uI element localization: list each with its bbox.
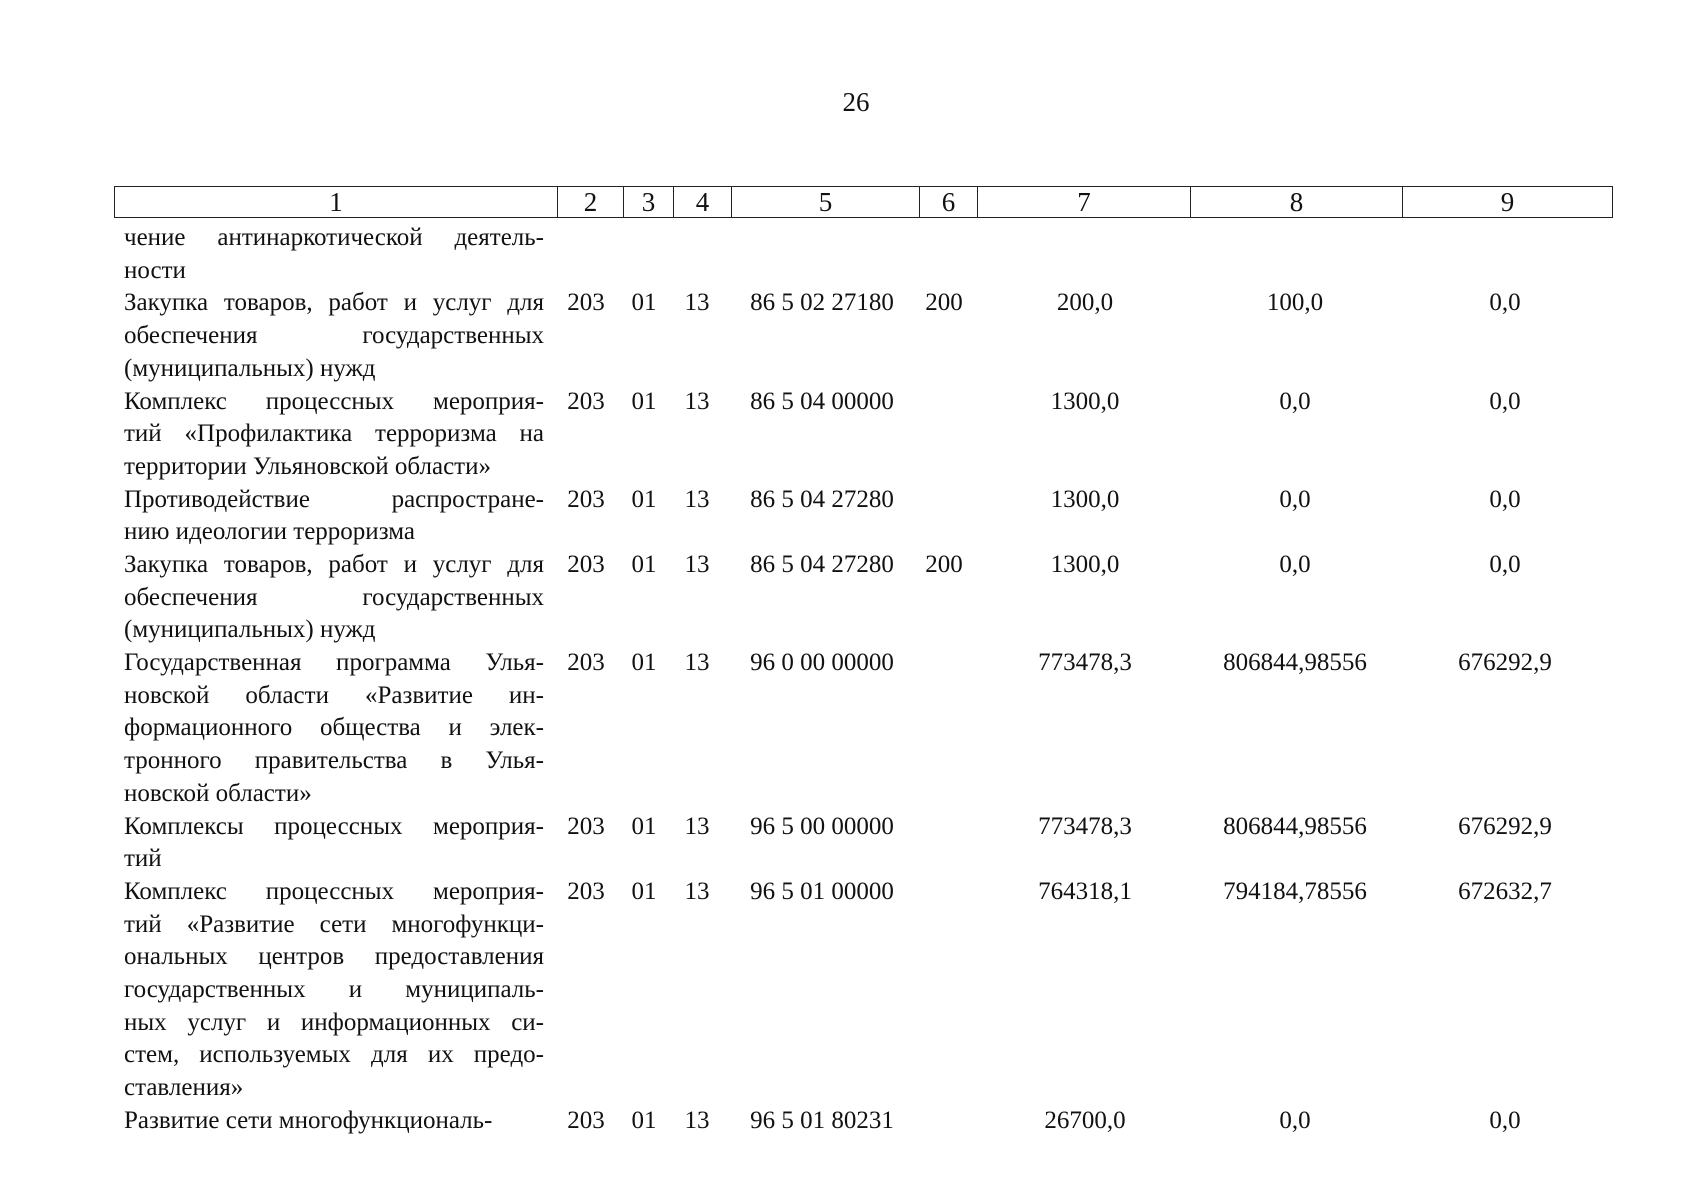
- cell-col-8: 0,0: [1279, 485, 1311, 513]
- row-name-line: тронного правительства в Улья-: [124, 747, 544, 775]
- cell-col-4: 13: [684, 551, 710, 578]
- header-col-4: 4: [673, 187, 731, 217]
- cell-col-8: 100,0: [1266, 289, 1324, 317]
- cell-col-9: 0,0: [1489, 387, 1521, 415]
- cell-col-9: 0,0: [1489, 289, 1521, 317]
- cell-col-5: 86 5 04 00000: [750, 387, 894, 415]
- cell-col-3: 01: [631, 649, 657, 677]
- row-name-line: Государственная программа Улья-: [124, 649, 544, 677]
- cell-col-7: 1300,0: [1050, 551, 1120, 578]
- cell-col-8: 0,0: [1279, 387, 1311, 415]
- row-name: [124, 549, 544, 647]
- cell-col-5: 86 5 04 27280: [750, 485, 894, 513]
- cell-col-9: 0,0: [1489, 485, 1521, 513]
- row-name-line: Развитие сети многофункциональ-: [124, 1106, 493, 1134]
- cell-col-5: 96 5 01 00000: [750, 878, 894, 905]
- row-name-line: ных услуг и информационных си-: [124, 1008, 544, 1036]
- row-name-line: Закупка товаров, работ и услуг для: [124, 289, 544, 317]
- row-name-line: (муниципальных) нужд: [124, 354, 376, 382]
- row-name: [124, 484, 544, 549]
- header-col-6: 6: [919, 187, 977, 217]
- cell-col-4: 13: [684, 289, 710, 317]
- row-name-line: чение антинаркотической деятель-: [124, 224, 544, 251]
- cell-col-7: 1300,0: [1050, 485, 1120, 513]
- cell-col-7: 773478,3: [1038, 812, 1132, 840]
- cell-col-2: 203: [567, 878, 605, 905]
- cell-col-4: 13: [684, 485, 710, 513]
- row-name-line: Комплексы процессных мероприя-: [124, 812, 544, 840]
- cell-col-4: 13: [684, 812, 710, 840]
- cell-col-3: 01: [631, 878, 657, 905]
- cell-col-2: 203: [567, 551, 605, 578]
- cell-col-8: 806844,98556: [1223, 649, 1367, 677]
- cell-col-4: 13: [684, 878, 710, 905]
- row-name-line: обеспечения государственных: [124, 583, 544, 611]
- row-name-line: ности: [124, 256, 186, 284]
- cell-col-2: 203: [567, 812, 605, 840]
- row-name-line: территории Ульяновской области»: [124, 452, 491, 480]
- cell-col-6: 200: [925, 551, 963, 578]
- row-name-line: тий «Развитие сети многофункци-: [124, 910, 544, 938]
- row-name-line: ставления»: [124, 1074, 244, 1102]
- cell-col-3: 01: [631, 812, 657, 840]
- cell-col-7: 26700,0: [1044, 1106, 1126, 1134]
- cell-col-9: 676292,9: [1458, 812, 1552, 840]
- cell-col-2: 203: [567, 485, 605, 513]
- row-name-line: Комплекс процессных мероприя-: [124, 878, 544, 905]
- row-name: [124, 386, 544, 484]
- row-name-line: тий «Профилактика терроризма на: [124, 420, 544, 448]
- cell-col-3: 01: [631, 485, 657, 513]
- cell-col-7: 200,0: [1056, 289, 1114, 317]
- row-name-line: тий: [124, 845, 162, 873]
- header-col-3: 3: [623, 187, 673, 217]
- cell-col-8: 794184,78556: [1223, 878, 1367, 905]
- cell-col-3: 01: [631, 551, 657, 578]
- header-col-5: 5: [731, 187, 919, 217]
- row-name-line: Закупка товаров, работ и услуг для: [124, 551, 544, 578]
- cell-col-6: 200: [925, 289, 963, 317]
- cell-col-2: 203: [567, 649, 605, 677]
- cell-col-2: 203: [567, 289, 605, 317]
- row-name-line: Комплекс процессных мероприя-: [124, 387, 544, 415]
- page-number: 26: [842, 87, 870, 117]
- row-name: [124, 811, 544, 876]
- header-col-9: 9: [1402, 187, 1612, 217]
- cell-col-2: 203: [567, 1106, 605, 1134]
- row-name: [124, 876, 544, 1105]
- cell-col-7: 1300,0: [1050, 387, 1120, 415]
- row-name-line: ональных центров предоставления: [124, 943, 544, 971]
- table-header: [114, 186, 1613, 218]
- row-name: [124, 647, 544, 810]
- row-name-line: Противодействие распростране-: [124, 485, 544, 513]
- cell-col-3: 01: [631, 387, 657, 415]
- cell-col-5: 86 5 04 27280: [750, 551, 894, 578]
- row-name: [124, 222, 544, 287]
- cell-col-3: 01: [631, 1106, 657, 1134]
- header-col-8: 8: [1190, 187, 1402, 217]
- cell-col-4: 13: [684, 387, 710, 415]
- cell-col-9: 0,0: [1489, 1106, 1521, 1134]
- header-col-7: 7: [977, 187, 1190, 217]
- cell-col-2: 203: [567, 387, 605, 415]
- cell-col-5: 96 5 00 00000: [750, 812, 894, 840]
- cell-col-9: 676292,9: [1458, 649, 1552, 677]
- cell-col-9: 0,0: [1489, 551, 1521, 578]
- cell-col-8: 806844,98556: [1223, 812, 1367, 840]
- row-name-line: нию идеологии терроризма: [124, 518, 415, 546]
- cell-col-4: 13: [684, 1106, 710, 1134]
- row-name-line: новской области «Развитие ин-: [124, 681, 544, 709]
- row-name: [124, 287, 544, 385]
- cell-col-9: 672632,7: [1458, 878, 1552, 905]
- row-name: [124, 1105, 544, 1138]
- header-col-2: 2: [557, 187, 623, 217]
- row-name-line: государственных и муниципаль-: [124, 976, 544, 1004]
- cell-col-4: 13: [684, 649, 710, 677]
- cell-col-8: 0,0: [1279, 1106, 1311, 1134]
- row-name-line: новской области»: [124, 779, 312, 807]
- cell-col-5: 96 5 01 80231: [750, 1106, 894, 1134]
- cell-col-5: 86 5 02 27180: [750, 289, 894, 317]
- cell-col-5: 96 0 00 00000: [750, 649, 894, 677]
- row-name-line: (муниципальных) нужд: [124, 616, 376, 644]
- row-name-line: формационного общества и элек-: [124, 714, 544, 742]
- cell-col-7: 773478,3: [1038, 649, 1132, 677]
- header-col-1: 1: [329, 187, 343, 217]
- cell-col-8: 0,0: [1279, 551, 1311, 578]
- cell-col-3: 01: [631, 289, 657, 317]
- row-name-line: стем, используемых для их предо-: [124, 1041, 544, 1069]
- row-name-line: обеспечения государственных: [124, 322, 544, 350]
- cell-col-7: 764318,1: [1038, 878, 1132, 905]
